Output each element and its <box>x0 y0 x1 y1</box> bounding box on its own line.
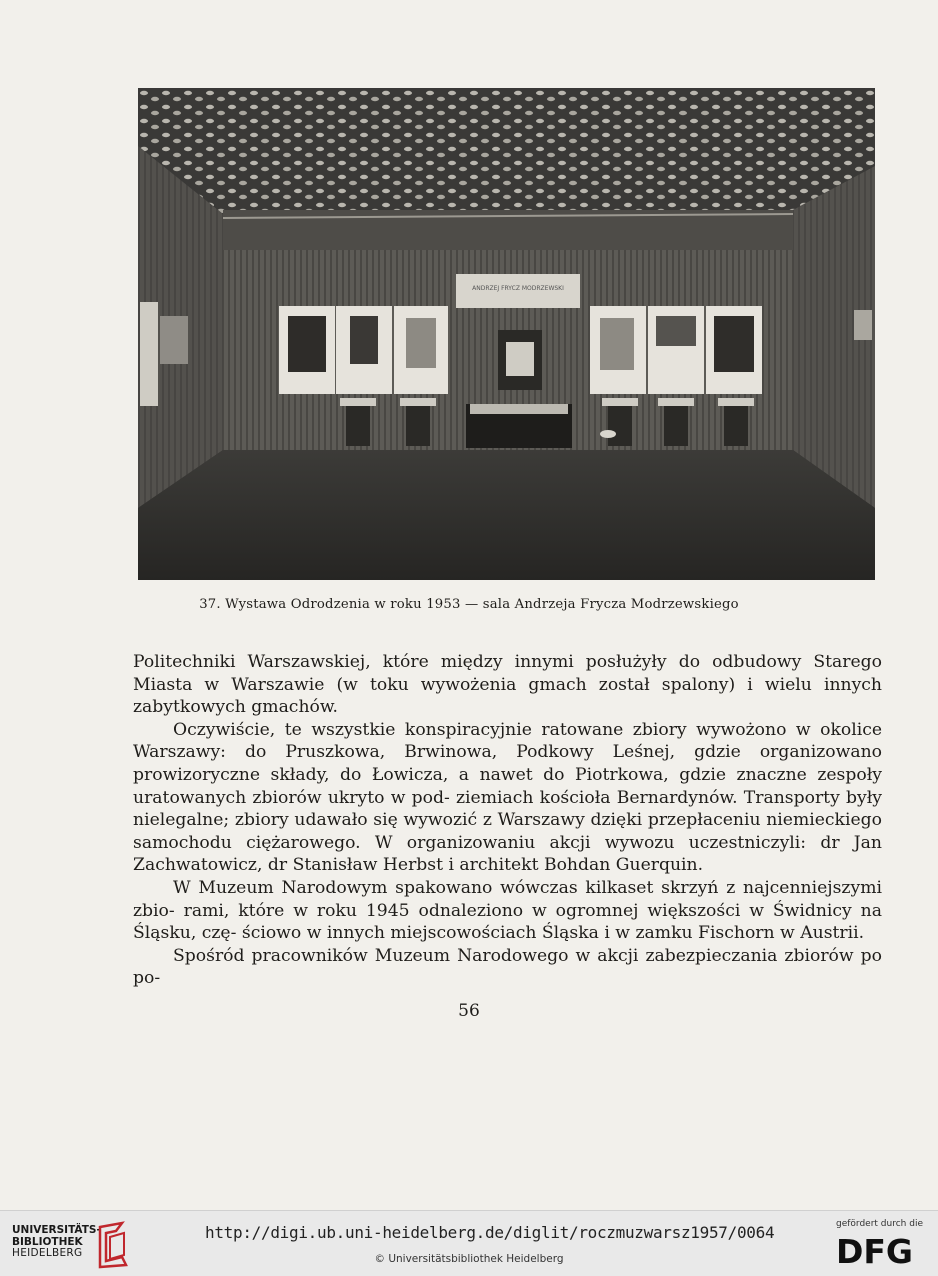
page-permalink[interactable]: http://digi.ub.uni-heidelberg.de/diglit/roczmuzwarsz1957/0064 <box>205 1223 775 1242</box>
funding-note: gefördert durch die <box>836 1219 923 1229</box>
dfg-logo-text: DFG <box>836 1233 914 1267</box>
page-number: 56 <box>458 1001 480 1021</box>
figure-caption: 37. Wystawa Odrodzenia w roku 1953 — sala Andrzeja Frycza Modrzewskiego <box>199 597 739 612</box>
library-name-line: BIBLIOTHEK <box>12 1235 83 1248</box>
paragraph: Politechniki Warszawskiej, które między innymi posłużyły do odbudowy Starego Miasta w Warszawie (w toku wywożenia gmach został spalony) i wielu innych zabytkowych gmachów. <box>133 652 882 718</box>
paragraph: W Muzeum Narodowym spakowano wówczas kilkaset skrzyń z najcenniejszymi zbio- rami, które w roku 1945 odnaleziono w ogromnej większości w Świdnicy na Śląsku, czę- ściowo w innych miejscowościach Śląska i w zamku Fischorn w Austrii. <box>133 877 882 944</box>
paragraph: Oczywiście, te wszystkie konspiracyjnie ratowane zbiory wywożono w okolice Warszawy: do Pruszkowa, Brwinowa, Podkowy Leśnej, gdzie organizowano prowizoryczne składy, do Łowicza, a nawet do Piotrkowa, gdzie znaczne zespoły uratowanych zbiorów ukryto w pod- ziemiach kościoła Bernardynów. Transporty były nielegalne; zbiory udawało się wywozić z Warszawy dzięki przepłaceniu niemieckiego samochodu ciężarowego. W organizowaniu akcji wywozu uczestniczyli: dr Jan Zachwatowicz, dr Stanisław Herbst i architekt Bohdan Guerquin. <box>133 719 882 876</box>
viewer-footer <box>0 1210 938 1276</box>
dfg-logo-icon <box>834 1233 926 1267</box>
inscription-plate-text: ANDRZEJ FRYCZ MODRZEWSKI <box>472 285 564 292</box>
library-name-line: HEIDELBERG <box>12 1247 83 1259</box>
paragraph: Spośród pracowników Muzeum Narodowego w akcji zabezpieczania zbiorów po po- <box>133 945 882 989</box>
exhibition-hall-photo <box>138 88 875 580</box>
library-name-line: UNIVERSITÄTS- <box>12 1224 101 1236</box>
copyright-notice: © Universitätsbibliothek Heidelberg <box>374 1253 564 1265</box>
body-text <box>133 651 882 990</box>
